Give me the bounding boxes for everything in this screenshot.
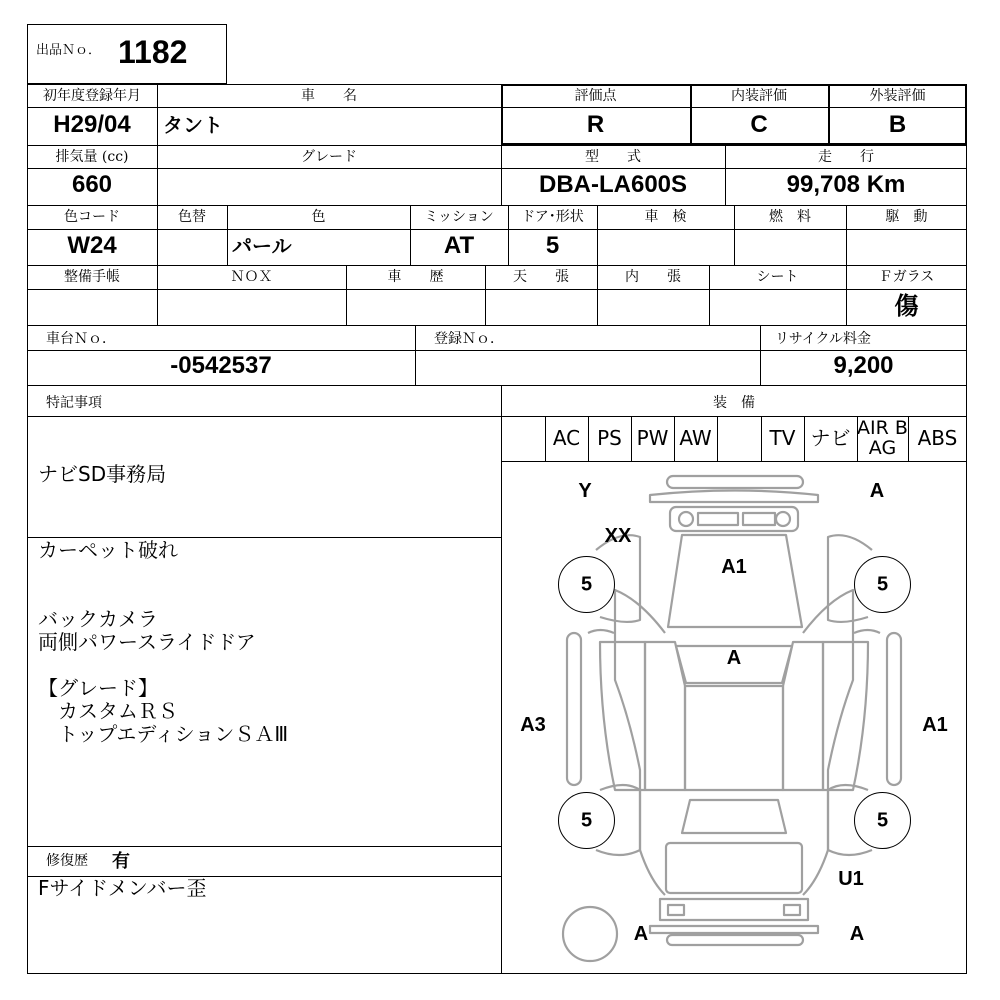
remark-line: トップエディションＳＡⅢ — [38, 722, 289, 746]
first-reg-label: 初年度登録年月 — [43, 88, 141, 104]
registration-label: 登録Ｎｏ． — [434, 331, 504, 347]
repair-value: 有 — [112, 851, 130, 872]
tire-rear-right: 5 — [854, 792, 911, 849]
equipment-label: 装 備 — [713, 395, 755, 411]
damage-hood-left: XX — [604, 525, 632, 547]
damage-hood: A1 — [721, 556, 747, 578]
model-label: 型 式 — [585, 149, 641, 165]
color-value: パール — [232, 234, 292, 258]
seat-label: シート — [756, 269, 799, 285]
exterior-label: 外装評価 — [869, 88, 926, 104]
first-reg-value: H29/04 — [53, 111, 131, 138]
damage-rear-right-bottom: A — [849, 923, 865, 945]
equip-navi: ナビ — [810, 426, 851, 450]
equip-ps: PS — [597, 426, 622, 450]
interior-lining-label: 内 張 — [625, 269, 681, 285]
displacement-label: 排気量 (cc) — [55, 149, 129, 165]
color-code-value: W24 — [67, 232, 117, 259]
transmission-value: AT — [443, 232, 475, 259]
remark-line: カーペット破れ — [38, 538, 178, 562]
roof-label: 天 張 — [513, 269, 569, 285]
repair-note: Fサイドメンバー歪 — [38, 876, 207, 900]
damage-left-side: A3 — [520, 714, 546, 736]
damage-rear-right: U1 — [838, 868, 864, 890]
displacement-value: 660 — [71, 171, 113, 198]
equip-airbag: AIR BAG — [857, 417, 908, 459]
fuel-label: 燃 料 — [769, 209, 811, 225]
remark-line: バックカメラ — [38, 607, 158, 631]
drive-label: 駆 動 — [885, 209, 928, 225]
score-value: R — [586, 111, 605, 138]
color-code-label: 色コード — [64, 209, 120, 225]
remark-line: カスタムＲＳ — [38, 699, 178, 723]
mileage-label: 走 行 — [818, 149, 874, 165]
remark-line: 両側パワースライドドア — [38, 630, 256, 654]
exterior-value: B — [888, 111, 907, 138]
score-label: 評価点 — [574, 88, 617, 104]
chassis-label: 車台Ｎｏ． — [46, 331, 116, 347]
interior-value: C — [750, 111, 768, 138]
damage-front-left: Y — [578, 480, 592, 502]
lot-number-label: 出品Ｎｏ． — [36, 43, 102, 58]
recycle-value: 9,200 — [833, 352, 894, 379]
remark-box-1: ナビSD事務局 — [38, 462, 167, 486]
mileage-value: 99,708 Km — [786, 171, 906, 198]
inspection-label: 車 検 — [644, 209, 687, 225]
f-glass-label: Ｆガラス — [878, 269, 935, 285]
lot-number-value: 1182 — [118, 34, 188, 70]
f-glass-value: 傷 — [894, 291, 919, 320]
remarks-label: 特記事項 — [46, 395, 102, 411]
repair-label: 修復歴 — [46, 853, 88, 869]
doors-label: ドア･形状 — [521, 209, 584, 225]
remark-line: 【グレード】 — [38, 676, 158, 700]
damage-right-side: A1 — [922, 714, 948, 736]
equip-ac: AC — [552, 426, 581, 450]
equip-pw: PW — [636, 426, 669, 450]
tire-front-right: 5 — [854, 556, 911, 613]
car-name-value: タント — [163, 113, 223, 137]
equip-aw: AW — [679, 426, 712, 450]
recycle-label: リサイクル料金 — [775, 331, 872, 347]
color-label: 色 — [311, 209, 326, 225]
interior-label: 内装評価 — [731, 88, 787, 104]
equip-abs: ABS — [917, 426, 958, 450]
damage-rear-left-bottom: A — [633, 923, 649, 945]
transmission-label: ミッション — [424, 209, 494, 225]
doors-value: 5 — [545, 232, 560, 259]
damage-windshield: A — [726, 647, 742, 669]
grade-label: グレード — [301, 149, 357, 165]
chassis-value: -0542537 — [170, 352, 272, 379]
maintenance-label: 整備手帳 — [64, 269, 120, 285]
tire-front-left: 5 — [558, 556, 615, 613]
color-change-label: 色替 — [178, 209, 206, 225]
history-label: 車 歴 — [387, 269, 444, 285]
car-name-label: 車 名 — [301, 88, 357, 104]
tire-rear-left: 5 — [558, 792, 615, 849]
equip-tv: TV — [769, 426, 796, 450]
damage-front-right: A — [869, 480, 885, 502]
model-value: DBA-LA600S — [538, 171, 688, 198]
nox-label: ＮＯＸ — [230, 269, 273, 285]
